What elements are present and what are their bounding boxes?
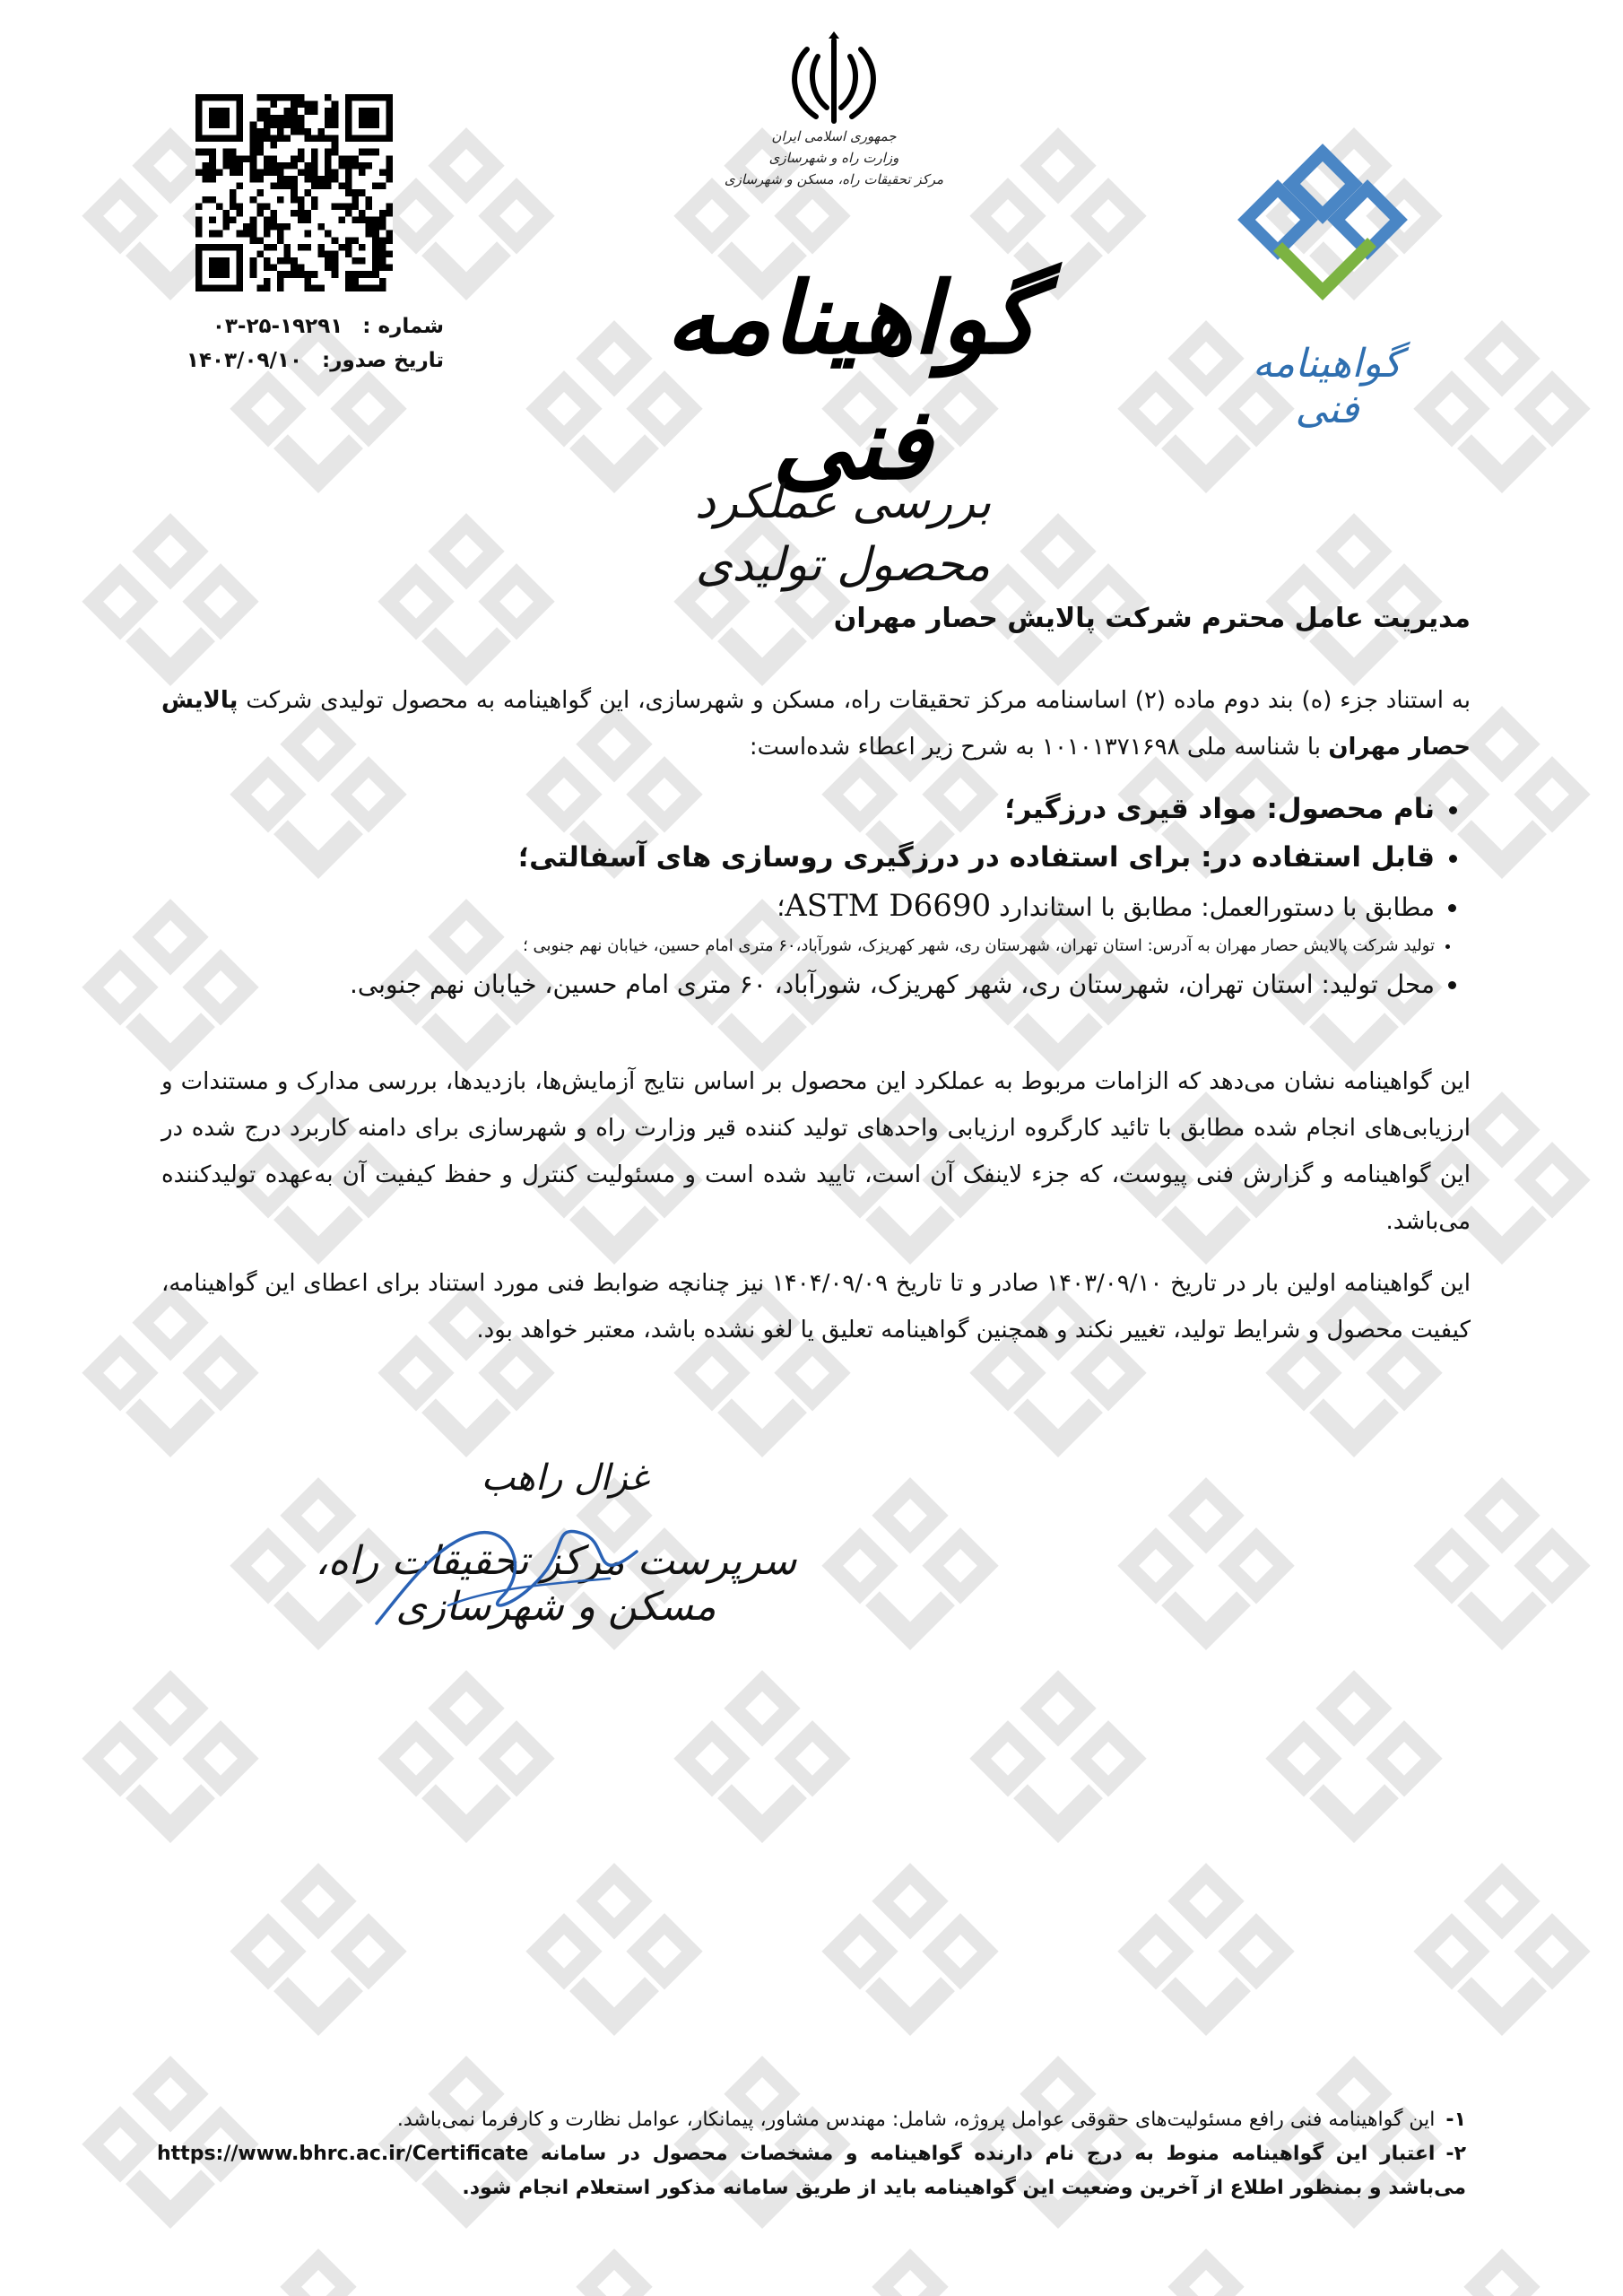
list-item-location: • محل تولید: استان تهران، شهرستان ری، شهر کهریزک، شورآباد، ۶۰ متری امام حسین، خیابان نهم جنوبی. [161,961,1435,1009]
list-item-product: • نام محصول: مواد قیری درزگیر؛ [161,785,1435,833]
iran-emblem-icon [744,31,924,130]
watermark-tile [1424,1488,1580,1636]
footnote-2-text-2: می‌باشد و بمنظور اطلاع از آخرین وضعیت این گواهینامه باید از طریق سامانه مذکور استعلام انجام شود. [462,2177,1466,2199]
watermark-tile [240,2259,396,2296]
standard-prefix: مطابق با دستورالعمل: مطابق با استاندارد [991,892,1435,922]
footnote-2 [157,2137,1466,2205]
handwritten-signature [341,1471,681,1650]
emblem-caption [708,126,959,190]
emblem-line-1: جمهوری اسلامی ایران [771,128,897,144]
watermark-tile [92,524,248,672]
number-value: ۰۳-۲۵-۱۹۲۹۱ [212,315,343,338]
footnote-1-text: این گواهینامه فنی رافع مسئولیت‌های حقوقی عوامل پروژه، شامل: مهندس مشاور، پیمانکار، عوامل نظارت و کارفرما نمی‌باشد. [396,2109,1436,2131]
watermark-tile [1128,2259,1284,2296]
document-title: گواهینامه فنی [665,260,1038,501]
list-item-standard [161,882,1435,932]
footnote-1-number: ۱- [1445,2109,1466,2131]
list-item-usage: • قابل استفاده در: برای استفاده در درزگیری روسازی های آسفالتی؛ [161,833,1435,882]
list-item-producer: • تولید شرکت پالایش حصار مهران به آدرس: استان تهران، شهرستان ری، شهر کهریزک، شورآباد،۶۰ متری امام حسین، خیابان نهم جنوبی ؛ [161,932,1435,961]
standard-code: ASTM D6690 [785,888,992,924]
product-details-list [161,785,1471,1009]
watermark-tile [92,1681,248,1829]
watermark-tile [388,1681,544,1829]
watermark-tile [1424,331,1580,479]
emblem-line-3: مرکز تحقیقات راه، مسکن و شهرسازی [724,171,944,187]
footnote-1 [157,2103,1466,2137]
watermark-tile [1424,1874,1580,2022]
watermark-tile [388,138,544,286]
watermark-tile [832,1488,988,1636]
emblem-line-2: وزارت راه و شهرسازی [768,150,899,166]
watermark-tile [1276,524,1432,672]
footnotes [157,2103,1466,2205]
footnote-2-text-1: اعتبار این گواهینامه منوط به درج نام دارنده گواهینامه و مشخصات محصول در سامانه [528,2143,1436,2165]
addressee: مدیریت عامل محترم شرکت پالایش حصار مهران [833,603,1471,634]
watermark-tile [1128,1488,1284,1636]
intro-text-1: به استناد جزء (ه) بند دوم ماده (۲) اساسنامه مرکز تحقیقات راه، مسکن و شهرسازی، این گواهینامه به محصول تولیدی شرکت [238,687,1471,714]
watermark-tile [1128,1874,1284,2022]
certificate-url-link[interactable]: https://www.bhrc.ac.ir/Certificate [157,2143,529,2165]
watermark-tile [980,1681,1136,1829]
number-label: شماره : [362,315,444,338]
watermark-tile [388,524,544,672]
validity-paragraph: این گواهینامه اولین بار در تاریخ ۱۴۰۳/۰۹/۱۰ صادر و تا تاریخ ۱۴۰۴/۰۹/۰۹ نیز چنانچه ضوابط فنی مورد استناد برای اعطای این گواهینامه، کیفیت محصول و شرایط تولید، تغییر نکند و همچنین گواهینامه تعلیق یا لغو نشده باشد، معتبر خواهد بود. [161,1270,1471,1344]
logo-caption: گواهینامه فنی [1252,341,1402,432]
intro-company: پالایش حصار مهران [161,687,1471,761]
watermark-tile [240,1874,396,2022]
intro-text-2: با شناسه ملی ۱۰۱۰۱۳۷۱۶۹۸ به شرح زیر اعطاء شده‌است: [749,734,1329,761]
intro-paragraph [161,677,1471,770]
signatory-name: غزال راهب [481,1457,649,1499]
watermark-tile [1424,2259,1580,2296]
document-subtitle: بررسی عملکرد محصول تولیدی [694,475,992,592]
document-meta [170,309,444,378]
qr-code [195,94,393,291]
watermark-tile [1276,1681,1432,1829]
signatory-title: سرپرست مرکز تحقیقات راه، مسکن و شهرسازی [315,1538,797,1630]
watermark-tile [536,1874,692,2022]
watermark-tile [684,1681,840,1829]
scope-paragraph: این گواهینامه نشان می‌دهد که الزامات مربوط به عملکرد این محصول بر اساس نتایج آزمایش‌ها، بازدیدها، بررسی مدارک و مستندات و ارزیابی‌های انجام شده مطابق با تائید کارگروه ارزیابی واحدهای تولید کننده قیر وزارت راه و شهرسازی برای دامنه کاربرد درج شده در این گواهینامه و گزارش فنی پیوست، که جزء لاینفک آن است، تایید شده است و مسئولیت کنترل و حفظ کیفیت آن به‌عهده تولیدکننده می‌باشد. [161,1068,1471,1235]
date-label: تاریخ صدور: [322,349,444,372]
watermark-tile [832,2259,988,2296]
footnote-2-number: ۲- [1445,2143,1466,2165]
date-value: ۱۴۰۳/۰۹/۱۰ [186,349,303,372]
standard-suffix: ؛ [777,892,785,922]
watermark-tile [536,2259,692,2296]
watermark-tile [832,1874,988,2022]
technical-certificate-logo-icon [1233,135,1412,305]
